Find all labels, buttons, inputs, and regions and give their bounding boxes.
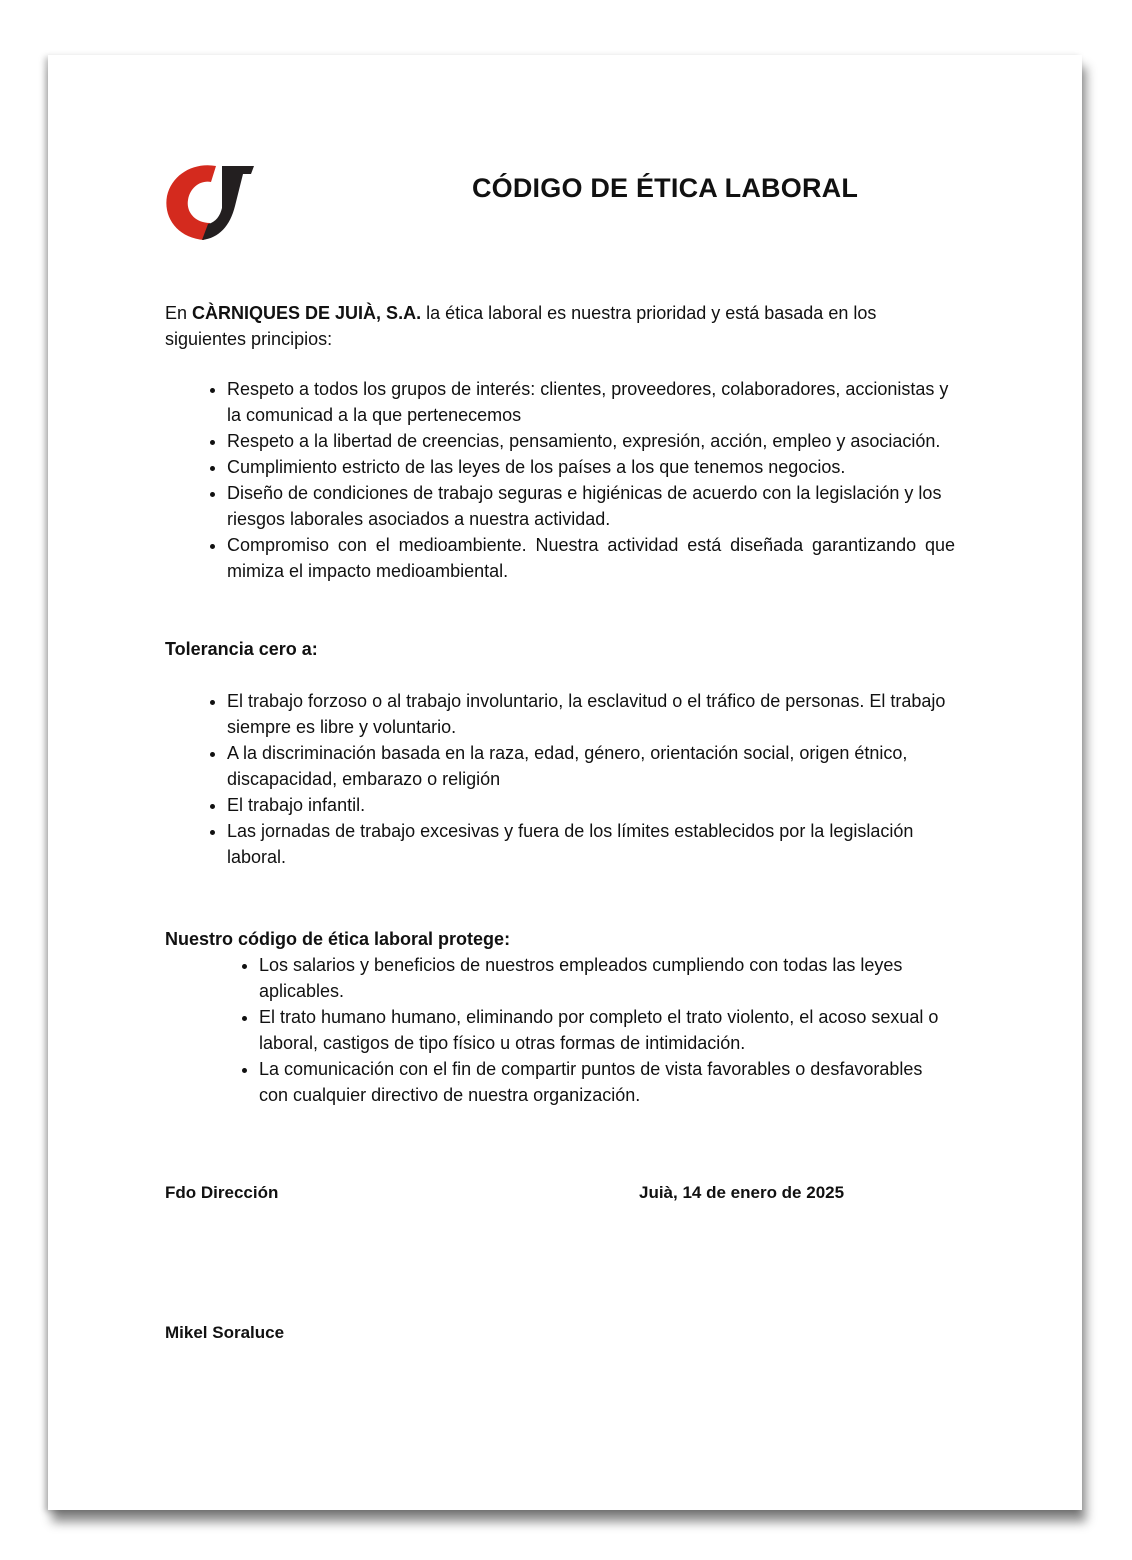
signed-by-label: Fdo Dirección [165, 1183, 279, 1202]
document-body [165, 300, 955, 1108]
list-item: • El trabajo forzoso o al trabajo involuntario, la esclavitud o el tráfico de personas. El trabajo siempre es libre y voluntario. [227, 688, 955, 740]
tolerance-list [165, 688, 955, 870]
place-date: Juià, 14 de enero de 2025 [639, 1183, 845, 1202]
document-page [48, 55, 1082, 1510]
list-item: • Los salarios y beneficios de nuestros empleados cumpliendo con todas las leyes aplicables. [259, 952, 955, 1004]
signature-footer [165, 1183, 955, 1203]
list-item: • El trabajo infantil. [227, 792, 955, 818]
list-item: • Las jornadas de trabajo excesivas y fuera de los límites establecidos por la legislación laboral. [227, 818, 955, 870]
list-item: • La comunicación con el fin de compartir puntos de vista favorables o desfavorables con cualquier directivo de nuestra organización. [259, 1056, 955, 1108]
list-item: • A la discriminación basada en la raza, edad, género, orientación social, origen étnico, discapacidad, embarazo o religión [227, 740, 955, 792]
list-item: • Diseño de condiciones de trabajo seguras e higiénicas de acuerdo con la legislación y los riesgos laborales asociados a nuestra actividad. [227, 480, 955, 532]
intro-text: la ética laboral es nuestra prioridad y está basada en los siguientes principios: [165, 303, 877, 349]
document-title: CÓDIGO DE ÉTICA LABORAL [471, 173, 859, 203]
protects-list [165, 952, 955, 1108]
list-item: • Respeto a todos los grupos de interés: clientes, proveedores, colaboradores, accionistas y la comunicad a la que pertenecemos [227, 376, 955, 428]
list-item: • Respeto a la libertad de creencias, pensamiento, expresión, acción, empleo y asociación. [227, 428, 955, 454]
list-item: • Compromiso con el medioambiente. Nuestra actividad está diseñada garantizando que mimiza el impacto medioambiental. [227, 532, 955, 584]
signer-name: Mikel Soraluce [165, 1323, 285, 1342]
company-logo [164, 160, 256, 242]
intro-paragraph [165, 300, 955, 352]
protects-heading: Nuestro código de ética laboral protege: [165, 929, 511, 949]
tolerance-heading: Tolerancia cero a: [165, 639, 318, 659]
list-item: • El trato humano humano, eliminando por completo el trato violento, el acoso sexual o laboral, castigos de tipo físico u otras formas de intimidación. [259, 1004, 955, 1056]
list-item: • Cumplimiento estricto de las leyes de los países a los que tenemos negocios. [227, 454, 955, 480]
company-name: CÀRNIQUES DE JUIÀ, S.A. [192, 303, 422, 323]
intro-prefix: En [165, 303, 193, 323]
principles-list [165, 376, 955, 584]
